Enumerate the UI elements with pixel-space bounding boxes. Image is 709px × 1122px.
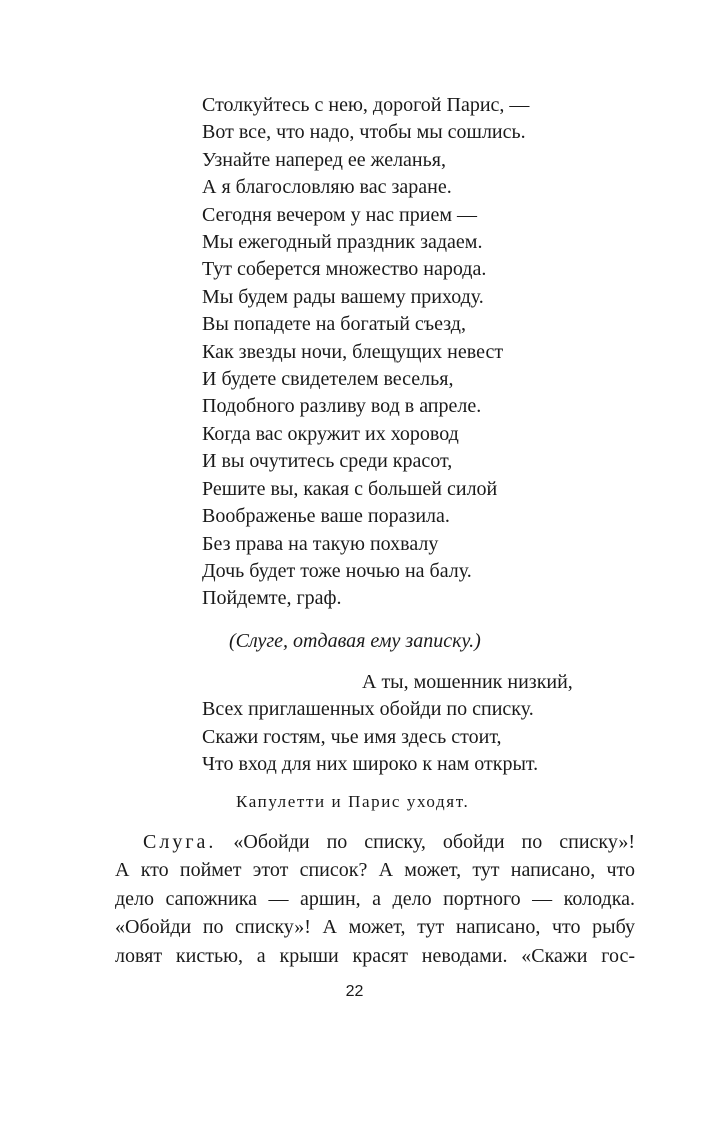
verse-line: Без права на такую похвалу [202, 532, 439, 555]
verse-line: Вы попадете на богатый съезд, [202, 313, 466, 336]
speaker-name: Слуга. [143, 831, 217, 853]
verse-line: Узнайте наперед ее желанья, [202, 148, 446, 171]
verse-line: Как звезды ночи, блещущих невест [202, 340, 504, 363]
prose-line [115, 828, 635, 856]
verse-line: Пойдемте, граф. [202, 587, 342, 610]
verse-line: И будете свидетелем веселья, [202, 368, 454, 391]
verse-line: Мы ежегодный праздник задаем. [202, 231, 483, 254]
verse-line: Вот все, что надо, чтобы мы сошлись. [202, 121, 526, 144]
prose-line: А кто поймет этот список? А может, тут написано, что [115, 859, 635, 882]
verse-line: Дочь будет тоже ночью на балу. [202, 559, 472, 582]
verse-line: Столкуйтесь с нею, дорогой Парис, — [202, 94, 530, 116]
prose-paragraph [115, 828, 635, 970]
verse-line: И вы очутитесь среди красот, [202, 450, 453, 473]
verse-line: А ты, мошенник низкий, [362, 671, 573, 693]
verse-line: Скажи гостям, чье имя здесь стоит, [202, 725, 502, 748]
prose-line: дело сапожника — аршин, а дело портного — колодка. [115, 887, 635, 910]
verse-line: Всех приглашенных обойди по списку. [202, 698, 534, 721]
verse-line: Подобного разливу вод в апреле. [202, 395, 482, 418]
verse-line: Воображенье ваше поразила. [202, 505, 450, 528]
verse-line: Сегодня вечером у нас прием — [202, 203, 477, 226]
verse-block [202, 92, 642, 613]
exit-direction: Капулетти и Парис уходят. [236, 792, 470, 811]
verse-line: А я благословляю вас заране. [202, 176, 452, 199]
page-number: 22 [345, 983, 364, 1000]
verse-line: Что вход для них широко к нам открыт. [202, 753, 539, 776]
prose-line: «Обойди по списку»! А может, тут написано, что рыбу [115, 916, 635, 939]
prose-line: ловят кистью, а крыши красят неводами. «Скажи гос- [115, 944, 635, 967]
verse-line: Когда вас окружит их хоровод [202, 422, 459, 445]
verse-line: Мы будем рады вашему приходу. [202, 285, 484, 308]
verse-line: Решите вы, какая с большей силой [202, 477, 498, 500]
verse-block-2 [202, 669, 642, 779]
prose-text: «Обойди по списку, обойди по списку»! [233, 831, 635, 853]
stage-direction: (Слуге, отдавая ему записку.) [229, 630, 481, 652]
verse-line: Тут соберется множество народа. [202, 258, 487, 281]
